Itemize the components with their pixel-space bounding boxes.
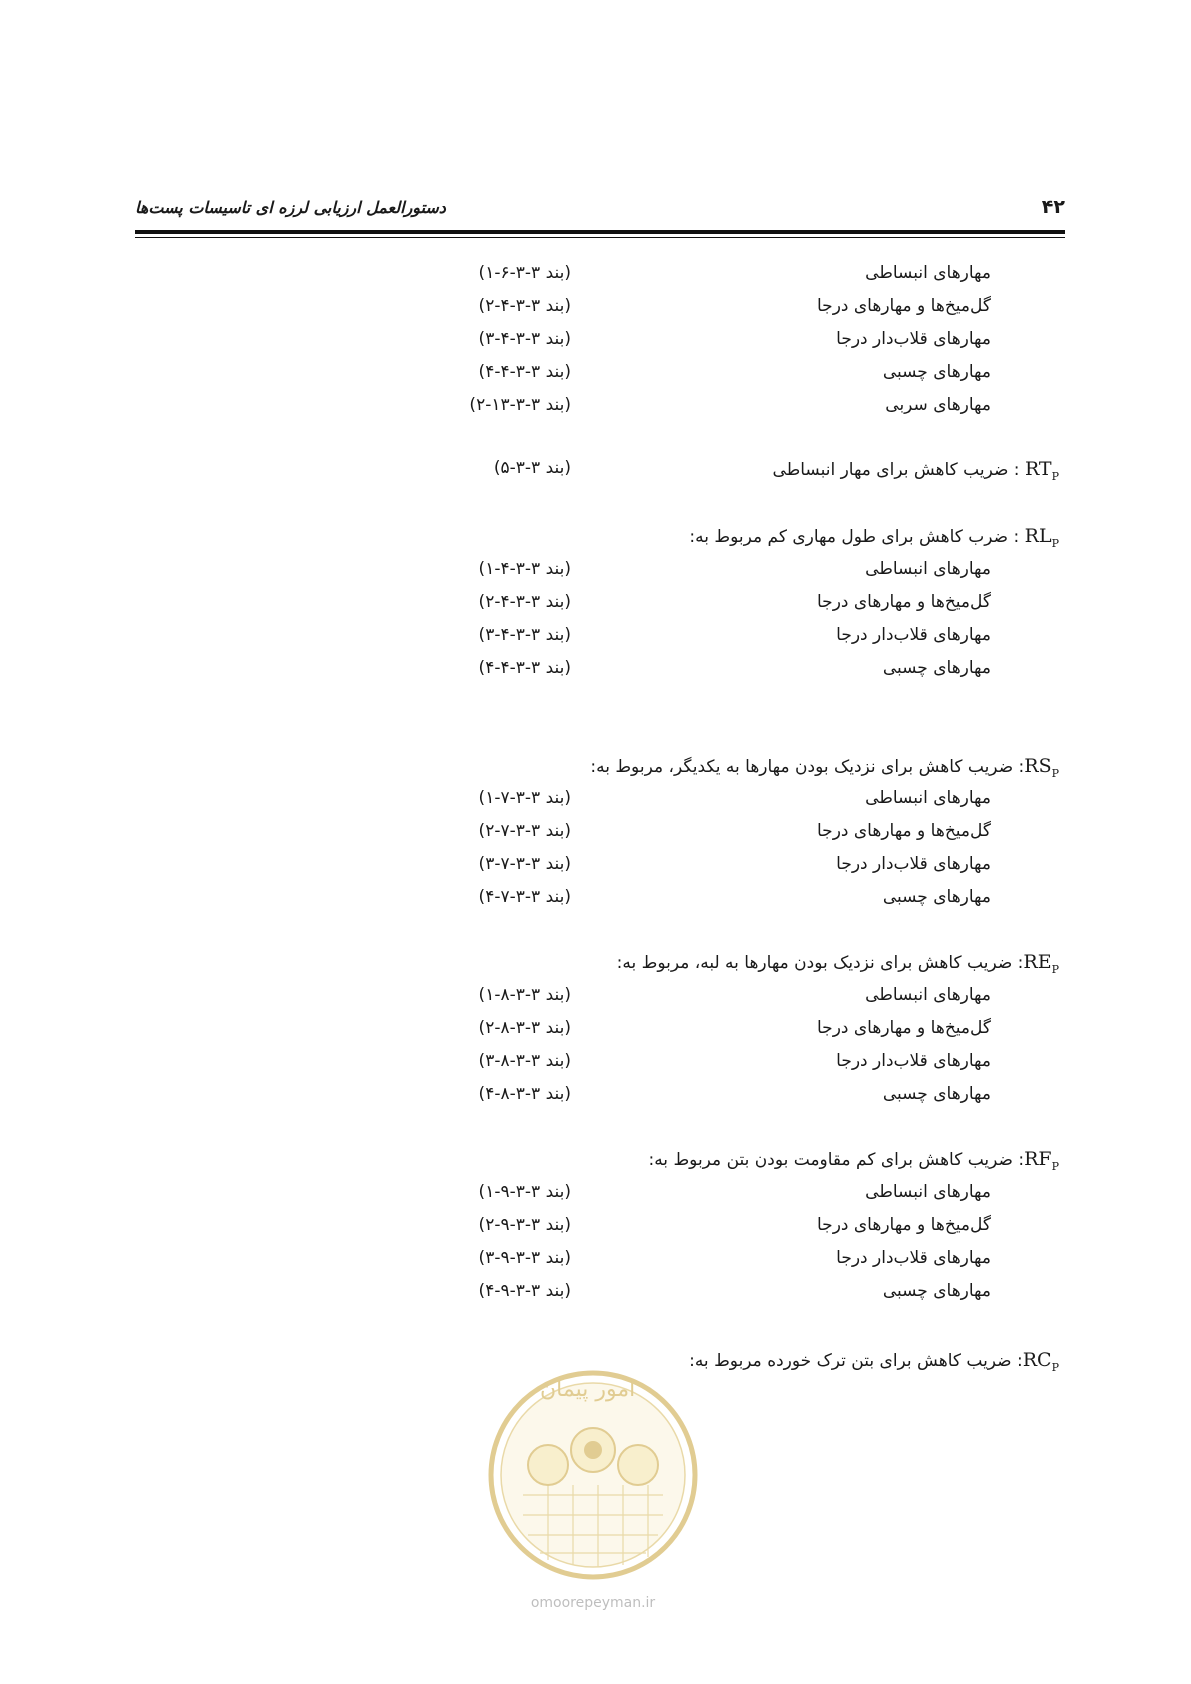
heading-rl [689,525,1059,550]
heading-text: : ضریب کاهش برای بتن ترک خورده مربوط به: [689,1351,1023,1371]
item-reference: (بند ۳-۳-۱۳-۲) [469,395,571,415]
item-label: مهارهای چسبی [882,887,991,907]
item-label: مهارهای قلاب‌دار درجا [836,1051,991,1071]
symbol-rl: $RL_P$ [1024,525,1059,550]
heading-text: : ضریب کاهش برای نزدیک بودن مهارها به لبه، مربوط به: [616,953,1024,973]
symbol-re: $RE_P$ [1023,951,1059,976]
list-item [0,395,1191,425]
item-reference: (بند ۳-۳-۷-۱) [478,788,571,808]
heading-rs [590,755,1059,780]
item-label: مهارهای چسبی [882,362,991,382]
list-item [0,296,1191,326]
list-item [0,1182,1191,1212]
heading-rt-reference-row [0,458,1191,488]
item-reference: (بند ۳-۳-۴-۳) [478,625,571,645]
header-rule-thin [135,237,1065,238]
item-label: مهارهای چسبی [882,658,991,678]
header-rule-thick [135,230,1065,234]
item-label: گل‌میخ‌ها و مهارهای درجا [817,1215,991,1235]
page-number: ۴۲ [1041,196,1065,218]
list-item [0,854,1191,884]
heading-text: : ضریب کاهش برای نزدیک بودن مهارها به یکدیگر، مربوط به: [590,757,1025,777]
item-label: مهارهای انبساطی [865,559,991,579]
item-reference: (بند ۳-۳-۴-۲) [478,592,571,612]
list-item [0,592,1191,622]
heading-text: : ضرب کاهش برای طول مهاری کم مربوط به: [689,527,1025,547]
item-reference: (بند ۳-۳-۴-۴) [478,658,571,678]
item-reference: (بند ۳-۳-۹-۱) [478,1182,571,1202]
watermark [478,1365,708,1625]
list-item [0,362,1191,392]
list-item [0,821,1191,851]
symbol-rt: $RT_P$ [1024,458,1059,483]
item-label: مهارهای چسبی [882,1084,991,1104]
list-item [0,329,1191,359]
item-label: مهارهای قلاب‌دار درجا [836,1248,991,1268]
item-label: مهارهای انبساطی [865,985,991,1005]
list-item [0,1248,1191,1278]
item-reference: (بند ۳-۳-۴-۲) [478,296,571,316]
heading-text: : ضریب کاهش برای مهار انبساطی [772,460,1025,480]
list-item [0,559,1191,589]
item-label: مهارهای انبساطی [865,263,991,283]
symbol-rc: $RC_P$ [1022,1349,1059,1374]
item-label: مهارهای سربی [885,395,991,415]
item-reference: (بند ۳-۳-۴-۴) [478,362,571,382]
page-header [135,196,1065,224]
list-item [0,658,1191,688]
heading-rf [648,1148,1059,1173]
item-reference: (بند ۳-۳-۶-۱) [478,263,571,283]
item-reference: (بند ۳-۳-۷-۳) [478,854,571,874]
item-reference: (بند ۳-۳-۸-۴) [478,1084,571,1104]
list-item [0,1018,1191,1048]
list-item [0,263,1191,293]
symbol-rs: $RS_P$ [1024,755,1059,780]
item-reference: (بند ۳-۳-۸-۲) [478,1018,571,1038]
heading-re [617,951,1059,976]
item-label: گل‌میخ‌ها و مهارهای درجا [817,1018,991,1038]
item-label: گل‌میخ‌ها و مهارهای درجا [817,821,991,841]
item-reference: (بند ۳-۳-۹-۴) [478,1281,571,1301]
item-label: گل‌میخ‌ها و مهارهای درجا [817,296,991,316]
item-reference: (بند ۳-۳-۷-۲) [478,821,571,841]
item-label: مهارهای قلاب‌دار درجا [836,329,991,349]
heading-text: : ضریب کاهش برای کم مقاومت بودن بتن مربوط به: [648,1150,1025,1170]
item-label: مهارهای چسبی [882,1281,991,1301]
item-reference: (بند ۳-۳-۹-۲) [478,1215,571,1235]
document-title: دستورالعمل ارزیابی لرزه ای تاسیسات پست‌ها [135,198,446,217]
list-item [0,788,1191,818]
list-item [0,1084,1191,1114]
list-item [0,625,1191,655]
list-item [0,985,1191,1015]
item-reference: (بند ۳-۳-۸-۳) [478,1051,571,1071]
list-item [0,1281,1191,1311]
item-reference: (بند ۳-۳-۷-۴) [478,887,571,907]
item-reference: (بند ۳-۳-۵) [493,458,571,478]
watermark-url: omoorepeyman.ir [530,1595,656,1611]
item-label: مهارهای قلاب‌دار درجا [836,625,991,645]
item-label: گل‌میخ‌ها و مهارهای درجا [817,592,991,612]
item-reference: (بند ۳-۳-۹-۳) [478,1248,571,1268]
list-item [0,887,1191,917]
watermark-logo-text: امور پیمان [540,1377,636,1402]
list-item [0,1215,1191,1245]
item-reference: (بند ۳-۳-۴-۱) [478,559,571,579]
item-label: مهارهای انبساطی [865,1182,991,1202]
item-label: مهارهای قلاب‌دار درجا [836,854,991,874]
item-reference: (بند ۳-۳-۴-۳) [478,329,571,349]
item-reference: (بند ۳-۳-۸-۱) [478,985,571,1005]
heading-rc [689,1349,1059,1374]
symbol-rf: $RF_P$ [1024,1148,1059,1173]
item-label: مهارهای انبساطی [865,788,991,808]
list-item [0,1051,1191,1081]
